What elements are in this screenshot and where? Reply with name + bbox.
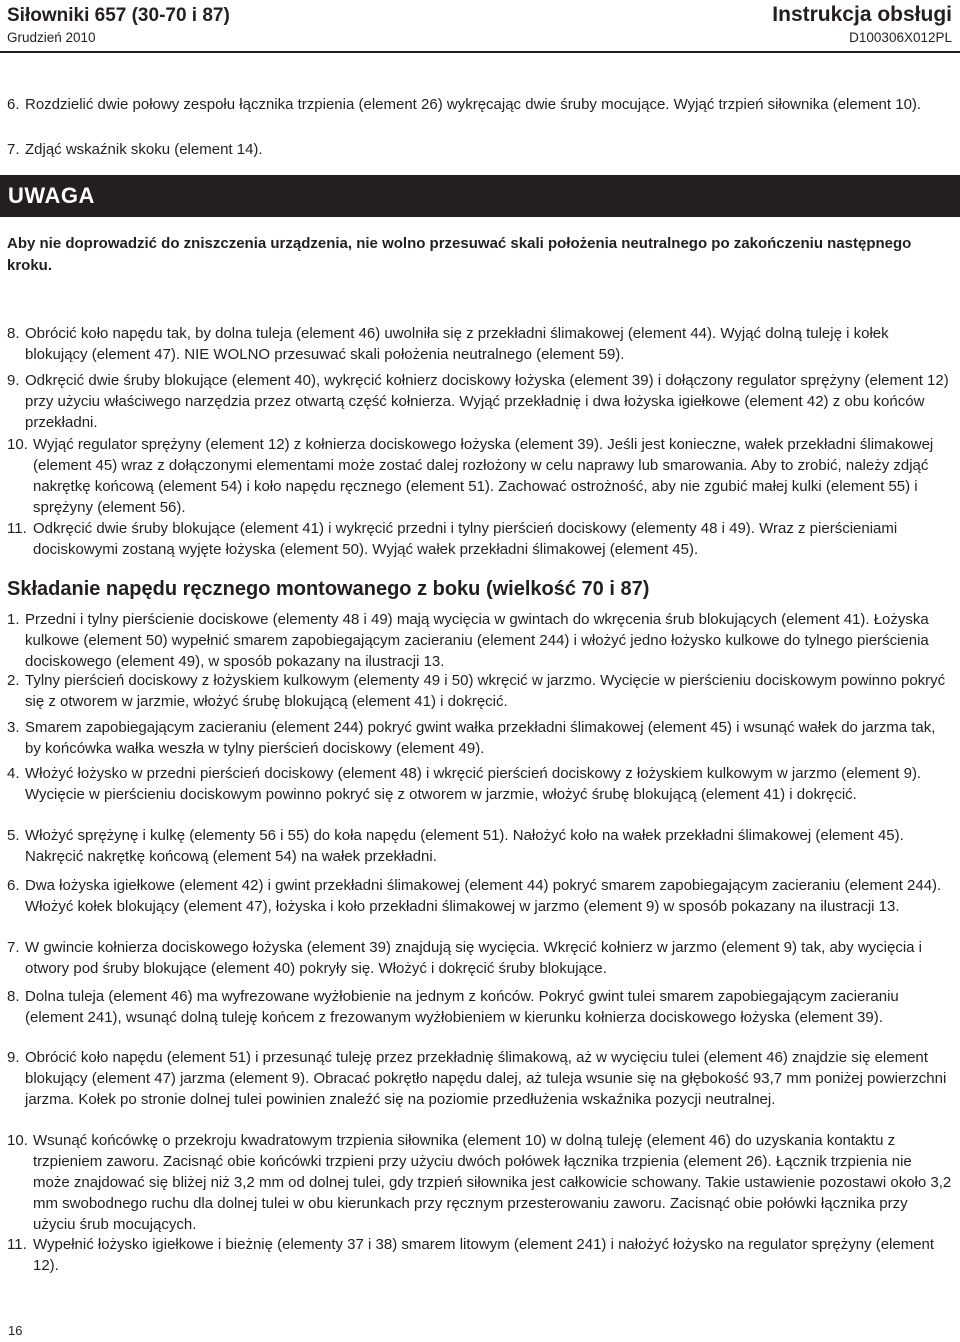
- list-item: [7, 670, 952, 712]
- step-text: Wyjąć regulator sprężyny (element 12) z kołnierza dociskowego łożyska (element 39). Jeśli jest konieczne, wałek przekładni ślimakowej (element 45) wraz z dołączonymi elementami może zostać dalej rozłożony w celu naprawy lub smarowania. Aby to zrobić, należy zdjąć nakrętkę końcową (element 54) i koło napędu ręcznego (element 51). Zachować ostrożność, aby nie zgubić małej kulki (element 55) i sprężyny (element 56).: [33, 436, 934, 516]
- caution-banner: [0, 175, 960, 217]
- step-number: 7.: [7, 939, 20, 956]
- list-item: [7, 94, 952, 115]
- step-text: Odkręcić dwie śruby blokujące (element 40), wykręcić kołnierz dociskowy łożyska (element 39) i dołączony regulator sprężyny (element 12) przy użyciu właściwego narzędzia przez otwartą część kołnierza. Wyjąć przekładnię i dwa łożyska igiełkowe (element 42) z obu końców przekładni.: [25, 372, 949, 431]
- header-divider: [0, 51, 960, 53]
- document-code: D100306X012PL: [849, 30, 952, 45]
- list-item: [7, 875, 952, 917]
- step-number: 3.: [7, 719, 20, 736]
- step-number: 8.: [7, 325, 20, 342]
- list-item: [7, 1047, 952, 1110]
- step-text: Włożyć sprężynę i kulkę (elementy 56 i 55) do koła napędu (element 51). Nałożyć koło na wałek przekładni ślimakowej (element 45). Nakręcić nakrętkę końcową (element 54) na wałek przekładni.: [25, 827, 904, 865]
- step-text: Dolna tuleja (element 46) ma wyfrezowane wyżłobienie na jednym z końców. Pokryć gwint tulei smarem zapobiegającym zacieraniu (element 241), wsunąć dolną tuleję końcem z frezowanym wyżłobieniem w kierunku kołnierza dociskowego łożyska (element 39).: [25, 988, 899, 1026]
- list-item: [7, 434, 952, 518]
- step-number: 10.: [7, 1132, 28, 1149]
- list-item: [7, 139, 952, 160]
- step-text: Smarem zapobiegającym zacieraniu (element 244) pokryć gwint wałka przekładni ślimakowej (element 45) i wsunąć wałek do jarzma tak, by końcówka wałka weszła w tylny pierścień dociskowy (element 49).: [25, 719, 936, 757]
- step-text: Zdjąć wskaźnik skoku (element 14).: [25, 141, 263, 158]
- page-number: 16: [8, 1323, 23, 1338]
- step-text: Obrócić koło napędu (element 51) i przesunąć tuleję przez przekładnię ślimakową, aż w wycięciu tulei (element 46) znajdzie się element blokujący (element 47) jarzma (element 9). Obracać pokrętło napędu dalej, aż tuleja wsunie się na głębokość 93,7 mm poniżej powierzchni jarzma. Kołek po stronie dolnej tulei powinien znaleźć się na poziomie przedłużenia wskaźnika pozycji neutralnej.: [25, 1049, 947, 1108]
- step-number: 10.: [7, 436, 28, 453]
- step-number: 9.: [7, 372, 20, 389]
- document-date: Grudzień 2010: [7, 30, 96, 45]
- list-item: [7, 609, 952, 672]
- document-title: Siłowniki 657 (30-70 i 87): [7, 5, 230, 26]
- step-text: Tylny pierścień dociskowy z łożyskiem kulkowym (elementy 49 i 50) wkręcić w jarzmo. Wycięcie w pierścieniu dociskowym powinno pokryć się z otworem w jarzmie, włożyć śrubę blokującą (element 41) i dokręcić.: [25, 672, 946, 710]
- list-item: [7, 1130, 952, 1235]
- step-text: Wsunąć końcówkę o przekroju kwadratowym trzpienia siłownika (element 10) w dolną tuleję (element 46) do uzyskania kontaktu z trzpieniem zaworu. Zacisnąć obie końcówki trzpieni przy użyciu dwóch połówek łącznika trzpienia (element 26). Łącznik trzpienia nie może znajdować się bliżej niż 3,2 mm od dolnej tulei, gdy trzpień siłownika jest całkowicie schowany. Takie ustawienie pozostawi około 3,2 mm swobodnego ruchu dla dolnej tulei w obu kierunkach przy ręcznym przesterowaniu zaworu. Zacisnąć obie połówki łącznika przy użyciu śrub mocujących.: [33, 1132, 952, 1233]
- list-item: [7, 1234, 952, 1276]
- step-number: 4.: [7, 765, 20, 782]
- step-number: 6.: [7, 96, 20, 113]
- step-number: 6.: [7, 877, 20, 894]
- caution-label: UWAGA: [8, 183, 95, 208]
- step-number: 11.: [7, 520, 27, 537]
- list-item: [7, 370, 952, 433]
- step-text: Obrócić koło napędu tak, by dolna tuleja (element 46) uwolniła się z przekładni ślimakowej (element 44). Wyjąć dolną tuleję i kołek blokujący (element 47). NIE WOLNO przesuwać skali położenia neutralnego (element 59).: [25, 325, 889, 363]
- list-item: [7, 825, 952, 867]
- step-number: 5.: [7, 827, 20, 844]
- list-item: [7, 717, 952, 759]
- caution-text: Aby nie doprowadzić do zniszczenia urządzenia, nie wolno przesuwać skali położenia neutralnego po zakończeniu następnego kroku.: [7, 235, 912, 274]
- step-text: Rozdzielić dwie połowy zespołu łącznika trzpienia (element 26) wykręcając dwie śruby mocujące. Wyjąć trzpień siłownika (element 10).: [25, 96, 922, 113]
- step-number: 2.: [7, 672, 20, 689]
- list-item: [7, 323, 952, 365]
- section-heading: Składanie napędu ręcznego montowanego z boku (wielkość 70 i 87): [7, 578, 650, 600]
- step-text: Przedni i tylny pierścienie dociskowe (elementy 48 i 49) mają wycięcia w gwintach do wkręcenia śrub blokujących (element 41). Łożyska kulkowe (element 50) wypełnić smarem zapobiegającym zacieraniu (element 244) i włożyć jedno łożysko kulkowe do tylnego pierścienia dociskowego (element 49), w sposób pokazany na ilustracji 13.: [25, 611, 929, 670]
- step-text: W gwincie kołnierza dociskowego łożyska (element 39) znajdują się wycięcia. Wkręcić kołnierz w jarzmo (element 9) tak, aby wycięcia i otwory pod śruby blokujące (element 40) pokryły się. Włożyć i dokręcić śruby blokujące.: [25, 939, 922, 977]
- step-text: Włożyć łożysko w przedni pierścień dociskowy (element 48) i wkręcić pierścień dociskowy z łożyskiem kulkowym w jarzmo (element 9). Wycięcie w pierścieniu dociskowym powinno pokryć się z otworem w jarzmie, włożyć śrubę blokującą (element 41) i dokręcić.: [25, 765, 922, 803]
- step-text: Wypełnić łożysko igiełkowe i bieżnię (elementy 37 i 38) smarem litowym (element 241) i nałożyć łożysko na regulator sprężyny (element 12).: [33, 1236, 935, 1274]
- list-item: [7, 518, 952, 560]
- list-item: [7, 986, 952, 1028]
- step-number: 9.: [7, 1049, 20, 1066]
- step-text: Dwa łożyska igiełkowe (element 42) i gwint przekładni ślimakowej (element 44) pokryć smarem zapobiegającym zacieraniu (element 244). Włożyć kołek blokujący (element 47), łożyska i koło przekładni ślimakowej w jarzmo (element 9) w sposób pokazany na ilustracji 13.: [25, 877, 942, 915]
- step-number: 8.: [7, 988, 20, 1005]
- step-number: 11.: [7, 1236, 27, 1253]
- document-type: Instrukcja obsługi: [772, 3, 952, 26]
- list-item: [7, 763, 952, 805]
- list-item: [7, 937, 952, 979]
- step-text: Odkręcić dwie śruby blokujące (element 41) i wykręcić przedni i tylny pierścień dociskowy (elementy 48 i 49). Wraz z pierścieniami dociskowymi zostaną wyjęte łożyska (element 50). Wyjąć wałek przekładni ślimakowej (element 45).: [33, 520, 898, 558]
- step-number: 1.: [7, 611, 20, 628]
- step-number: 7.: [7, 141, 20, 158]
